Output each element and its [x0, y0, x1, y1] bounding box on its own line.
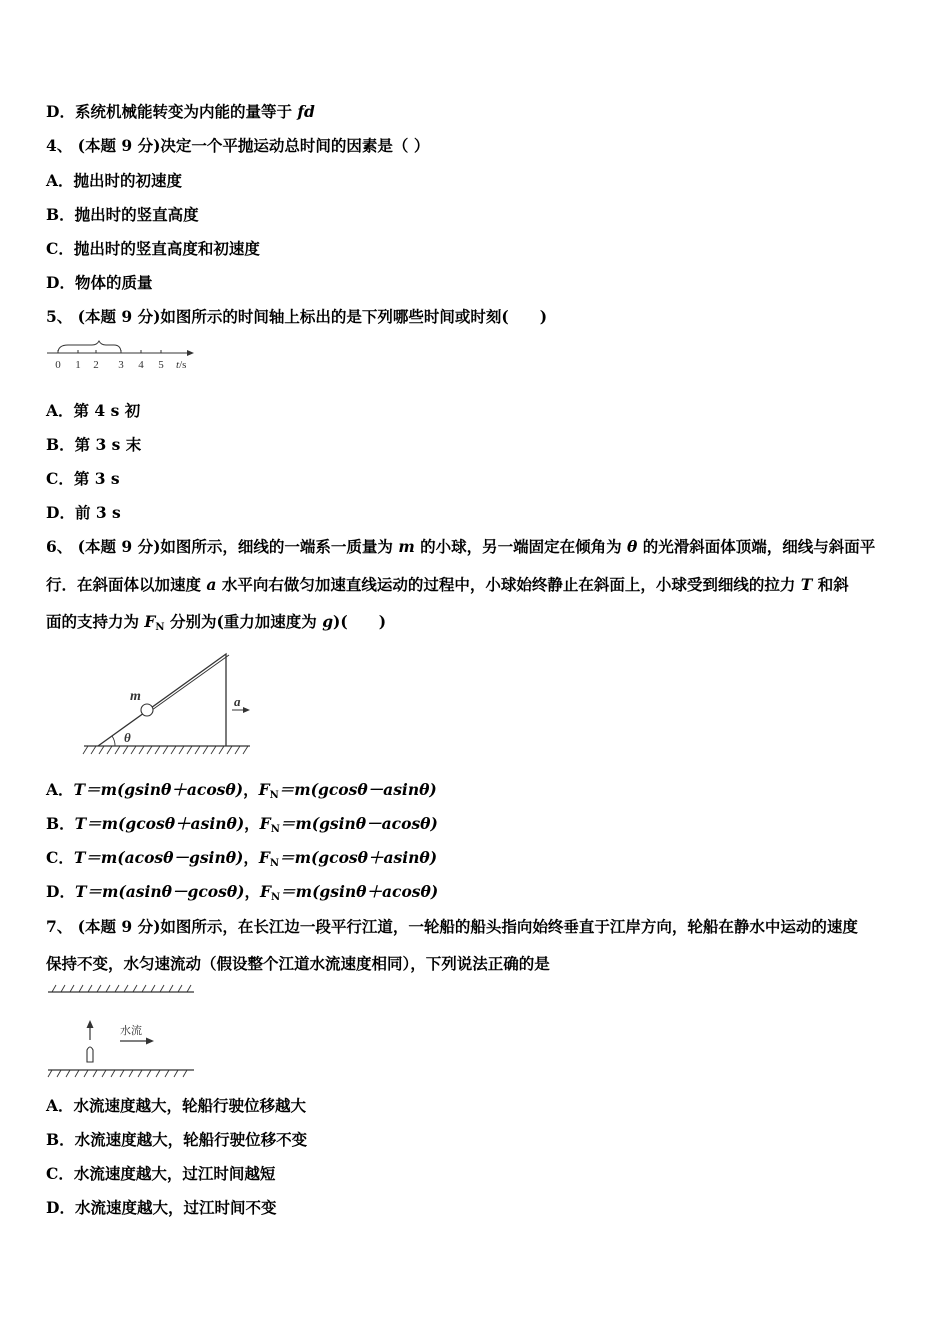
option-text: D．系统机械能转变为内能的量等于 — [46, 102, 298, 121]
boat — [87, 1047, 93, 1062]
time-axis-figure — [44, 340, 204, 376]
ball — [141, 704, 153, 716]
q6-option-b: B．T＝m(gcosθ＋asinθ)，$F_N=m(gsin\theta-acos\theta)$ — [46, 814, 438, 835]
q5-option-d: D．前 3 s — [46, 503, 121, 522]
q7-option-d: D．水流速度越大，过江时间不变 — [46, 1198, 277, 1217]
river-figure — [44, 982, 199, 1080]
q4-option-c: C．抛出时的竖直高度和初速度 — [46, 239, 260, 258]
q7-option-b: B．水流速度越大，轮船行驶位移不变 — [46, 1130, 308, 1149]
q3-option-d — [46, 102, 315, 122]
incline-body — [98, 654, 226, 746]
flow-arrow-head — [146, 1038, 154, 1045]
string — [152, 655, 229, 710]
accel-label: a — [234, 694, 241, 709]
heading-arrow-head — [87, 1020, 94, 1028]
tick-3: 3 — [118, 359, 124, 371]
q6-option-c: C．T＝m(acosθ－gsinθ)，$F_N=m(gcos\theta+asin\theta)$ — [46, 848, 438, 869]
mass-label: m — [130, 689, 141, 704]
q4-stem: 4、 (本题 9 分)决定一个平抛运动总时间的因素是（ ） — [46, 136, 430, 155]
q4-option-a: A．抛出时的初速度 — [46, 171, 183, 190]
q7-stem-line1: 7、 (本题 9 分)如图所示，在长江边一段平行江道，一轮船的船头指向始终垂直于江岸方向，轮船在静水中运动的速度 — [46, 917, 858, 936]
q4-option-b: B．抛出时的竖直高度 — [46, 205, 199, 224]
q5-option-c: C．第 3 s — [46, 469, 120, 488]
q6-stem-line2: 行．在斜面体以加速度 a 水平向右做匀加速直线运动的过程中，小球始终静止在斜面上，小球受到细线的拉力 T 和斜 — [46, 575, 849, 594]
tick-4: 4 — [138, 359, 144, 371]
tick-0: 0 — [55, 359, 61, 371]
tick-1: 1 — [75, 359, 81, 371]
bottom-bank-hatch — [48, 1070, 187, 1077]
flow-label: 水流 — [120, 1024, 142, 1037]
tick-2: 2 — [93, 359, 99, 371]
var-fd: fd — [297, 102, 315, 121]
incline-figure — [80, 648, 260, 760]
q7-option-a: A．水流速度越大，轮船行驶位移越大 — [46, 1096, 307, 1115]
q4-option-d: D．物体的质量 — [46, 273, 153, 292]
tick-5: 5 — [158, 359, 164, 371]
q6-option-a: A．T＝m(gsinθ＋acosθ)，$F_N=m(gcos\theta-asin\theta)$ — [46, 780, 437, 801]
q6-stem-line1: 6、 (本题 9 分)如图所示，细线的一端系一质量为 m 的小球，另一端固定在倾角为 θ 的光滑斜面体顶端，细线与斜面平 — [46, 537, 876, 556]
axis-arrow — [187, 350, 194, 356]
axis-unit: t/s — [176, 359, 187, 371]
angle-arc — [112, 736, 115, 746]
angle-label: θ — [124, 730, 131, 745]
q7-stem-line2: 保持不变，水匀速流动（假设整个江道水流速度相同），下列说法正确的是 — [46, 954, 550, 973]
q6-stem-line3: 面的支持力为 $F_N$ 分别为(重力加速度为 g)( ) — [46, 612, 387, 633]
brace — [58, 341, 121, 353]
q5-option-a: A．第 4 s 初 — [46, 401, 141, 420]
q6-option-d: D．T＝m(asinθ－gcosθ)，$F_N=m(gsin\theta+acos\theta)$ — [46, 882, 439, 903]
q5-stem: 5、 (本题 9 分)如图所示的时间轴上标出的是下列哪些时间或时刻( ) — [46, 307, 548, 326]
q5-option-b: B．第 3 s 末 — [46, 435, 142, 454]
top-bank-hatch — [52, 985, 191, 992]
q7-option-c: C．水流速度越大，过江时间越短 — [46, 1164, 276, 1183]
ground-hatch — [83, 746, 248, 754]
accel-arrow-head — [243, 707, 250, 713]
